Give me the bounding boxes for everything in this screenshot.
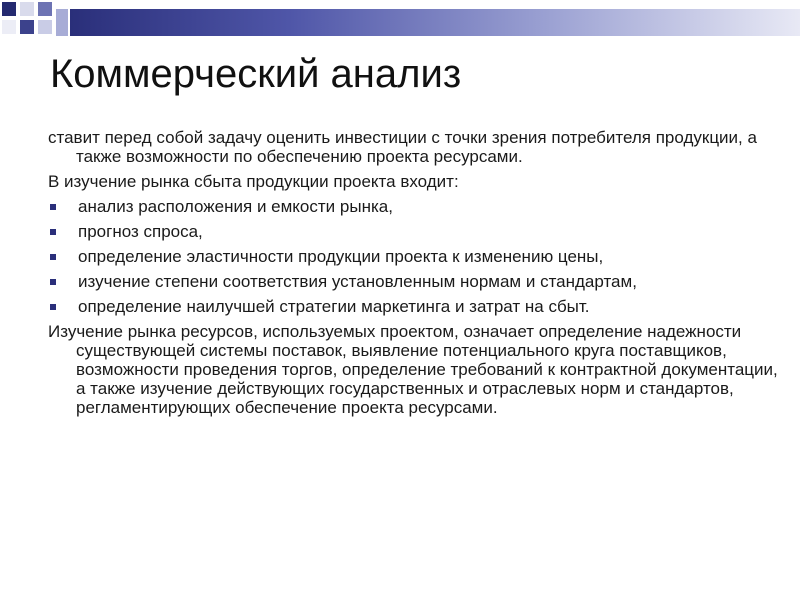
list-item [48,247,778,266]
list-item [48,272,778,291]
list-item-text: прогноз спроса, [78,222,203,241]
paragraph-resource-market: Изучение рынка ресурсов, используемых проектом, означает определение надежности существующей системы поставок, выявление потенциального круга поставщиков, возможности проведения торгов, определение требований к контрактной документации, а также изучение действующих государственных и отраслевых норм и стандартов, регламентирующих обеспечение проекта ресурсами. [48,322,778,417]
square-bullet-icon [50,279,56,285]
gradient-band [70,9,800,36]
decor-square [20,2,34,16]
decor-square [20,20,34,34]
decor-square [38,2,52,16]
list-item-text: изучение степени соответствия установленным нормам и стандартам, [78,272,637,291]
decor-square [38,20,52,34]
header-decoration [0,0,800,44]
paragraph-market-sales: В изучение рынка сбыта продукции проекта входит: [48,172,459,191]
list-item [48,297,778,316]
list-item [48,197,778,216]
paragraph-intro: ставит перед собой задачу оценить инвестиции с точки зрения потребителя продукции, а также возможности по обеспечению проекта ресурсами. [48,128,757,166]
list-item-text: анализ расположения и емкости рынка, [78,197,393,216]
slide-body [48,128,778,423]
square-bullet-icon [50,229,56,235]
square-bullet-icon [50,304,56,310]
decor-square [2,2,16,16]
decor-square [56,9,68,36]
bullet-list [48,197,778,316]
decor-square [2,20,16,34]
list-item-text: определение эластичности продукции проекта к изменению цены, [78,247,604,266]
list-item-text: определение наилучшей стратегии маркетинга и затрат на сбыт. [78,297,590,316]
list-item [48,222,778,241]
square-bullet-icon [50,204,56,210]
slide-title: Коммерческий анализ [50,52,462,96]
square-bullet-icon [50,254,56,260]
